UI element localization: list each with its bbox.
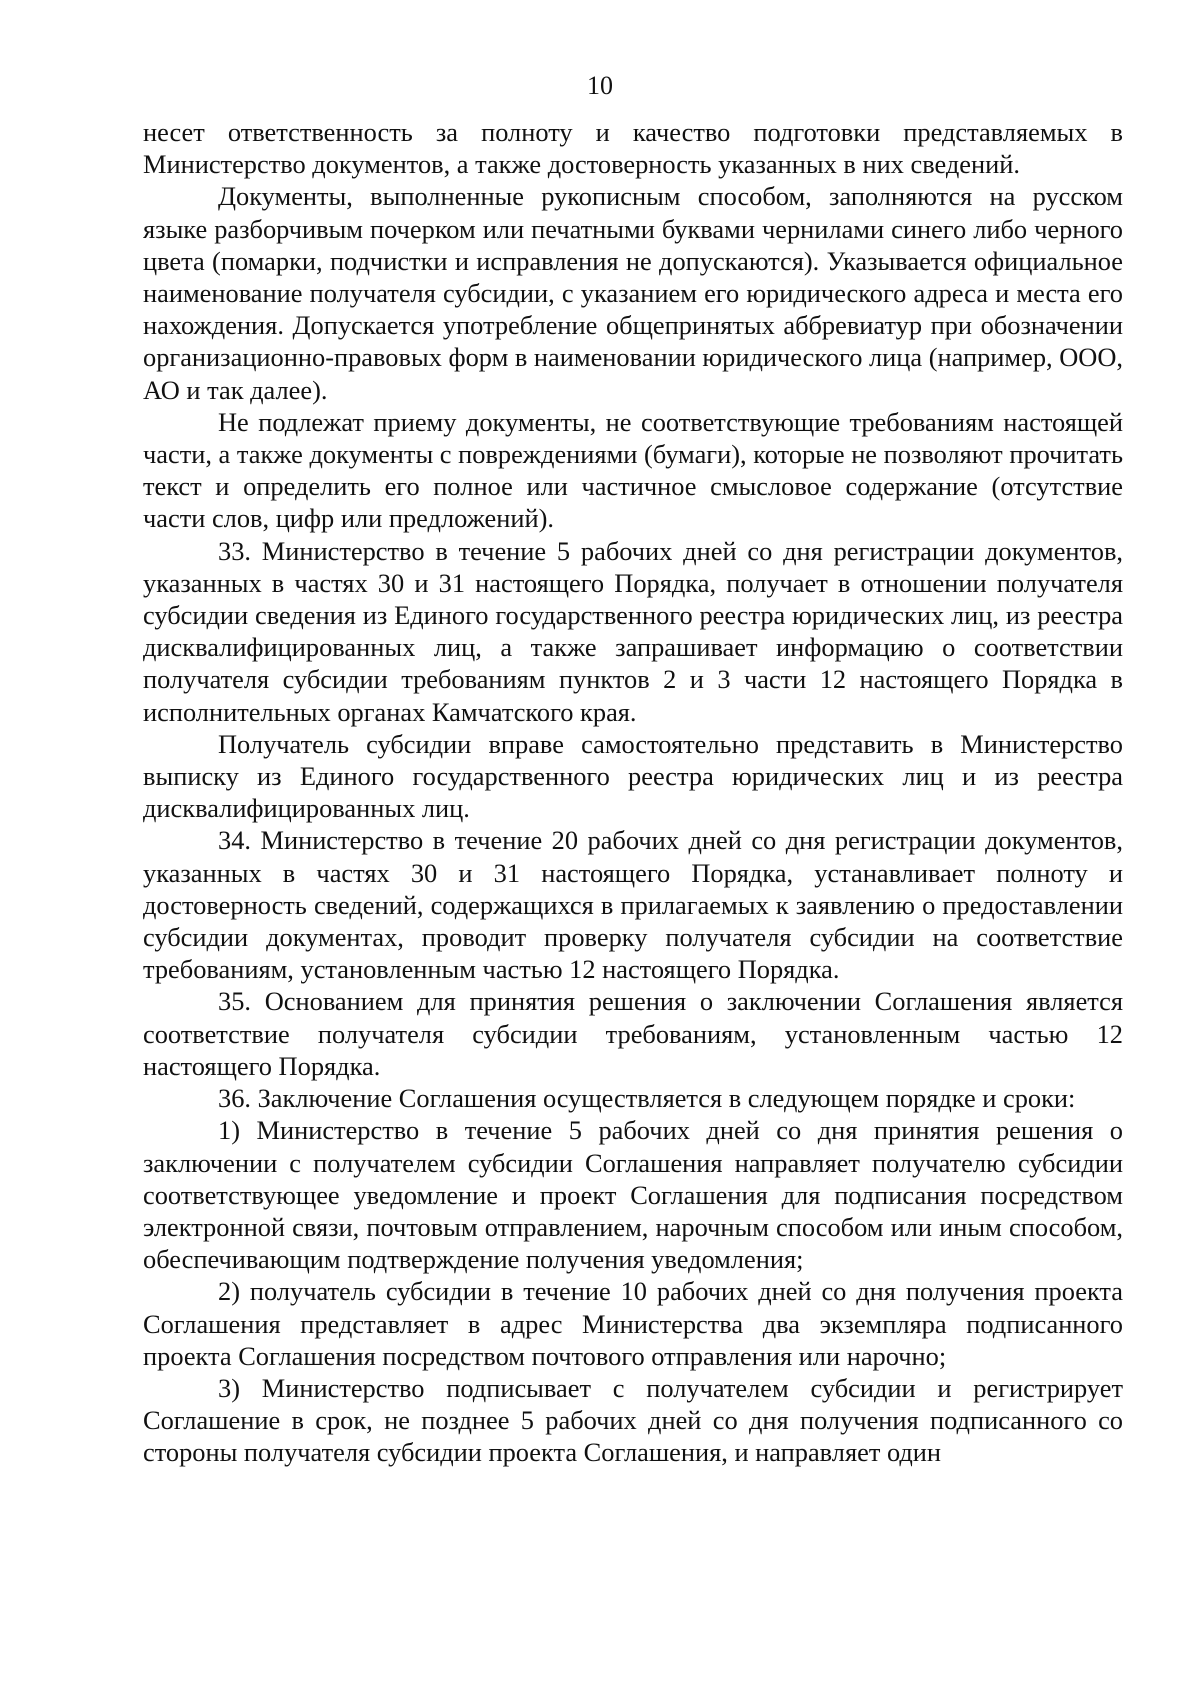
paragraph-rejected-docs: Не подлежат приему документы, не соответствующие требованиям настоящей части, а также документы с повреждениями (бумаги), которые не позволяют прочитать текст и определить его полное или частичное смысловое содержание (отсутствие части слов, цифр или предложений). bbox=[143, 406, 1123, 534]
document-body bbox=[143, 116, 1123, 1469]
paragraph-item-36: 36. Заключение Соглашения осуществляется в следующем порядке и сроки: bbox=[218, 1083, 1076, 1114]
paragraph-handwritten-docs: Документы, выполненные рукописным способом, заполняются на русском языке разборчивым почерком или печатными буквами чернилами синего либо черного цвета (помарки, подчистки и исправления не допускаются). Указывается официальное наименование получателя субсидии, с указанием его юридического адреса и места его нахождения. Допускается употребление общепринятых аббревиатур при обозначении организационно-правовых форм в наименовании юридического лица (например, ООО, АО и так далее). bbox=[143, 181, 1124, 405]
paragraph-subitem-2: 2) получатель субсидии в течение 10 рабочих дней со дня получения проекта Соглашения представляет в адрес Министерства два экземпляра подписанного проекта Соглашения посредством почтового отправления или нарочно; bbox=[143, 1276, 1123, 1371]
paragraph-item-33: 33. Министерство в течение 5 рабочих дней со дня регистрации документов, указанных в частях 30 и 31 настоящего Порядка, получает в отношении получателя субсидии сведения из Единого государственного реестра юридических лиц, из реестра дисквалифицированных лиц, а также запрашивает информацию о соответствии получателя субсидии требованиям пунктов 2 и 3 части 12 настоящего Порядка в исполнительных органах Камчатского края. bbox=[143, 535, 1123, 727]
paragraph-continuation: несет ответственность за полноту и качество подготовки представляемых в Министерство документов, а также достоверность указанных в них сведений. bbox=[143, 117, 1123, 180]
page-number: 10 bbox=[587, 71, 613, 100]
paragraph-recipient-extract: Получатель субсидии вправе самостоятельно представить в Министерство выписку из Единого государственного реестра юридических лиц и из реестра дисквалифицированных лиц. bbox=[143, 728, 1123, 824]
paragraph-item-35: 35. Основанием для принятия решения о заключении Соглашения является соответствие получателя субсидии требованиям, установленным частью 12 настоящего Порядка. bbox=[143, 986, 1123, 1081]
paragraph-subitem-1: 1) Министерство в течение 5 рабочих дней со дня принятия решения о заключении с получателем субсидии Соглашения направляет получателю субсидии соответствующее уведомление и проект Соглашения для подписания посредством электронной связи, почтовым отправлением, нарочным способом или иным способом, обеспечивающим подтверждение получения уведомления; bbox=[143, 1115, 1123, 1275]
paragraph-subitem-3: 3) Министерство подписывает с получателем субсидии и регистрирует Соглашение в срок, не позднее 5 рабочих дней со дня получения подписанного со стороны получателя субсидии проекта Соглашения, и направляет один bbox=[143, 1372, 1123, 1468]
paragraph-item-34: 34. Министерство в течение 20 рабочих дней со дня регистрации документов, указанных в частях 30 и 31 настоящего Порядка, устанавливает полноту и достоверность сведений, содержащихся в прилагаемых к заявлению о предоставлении субсидии документах, проводит проверку получателя субсидии на соответствие требованиям, установленным частью 12 настоящего Порядка. bbox=[143, 825, 1123, 985]
